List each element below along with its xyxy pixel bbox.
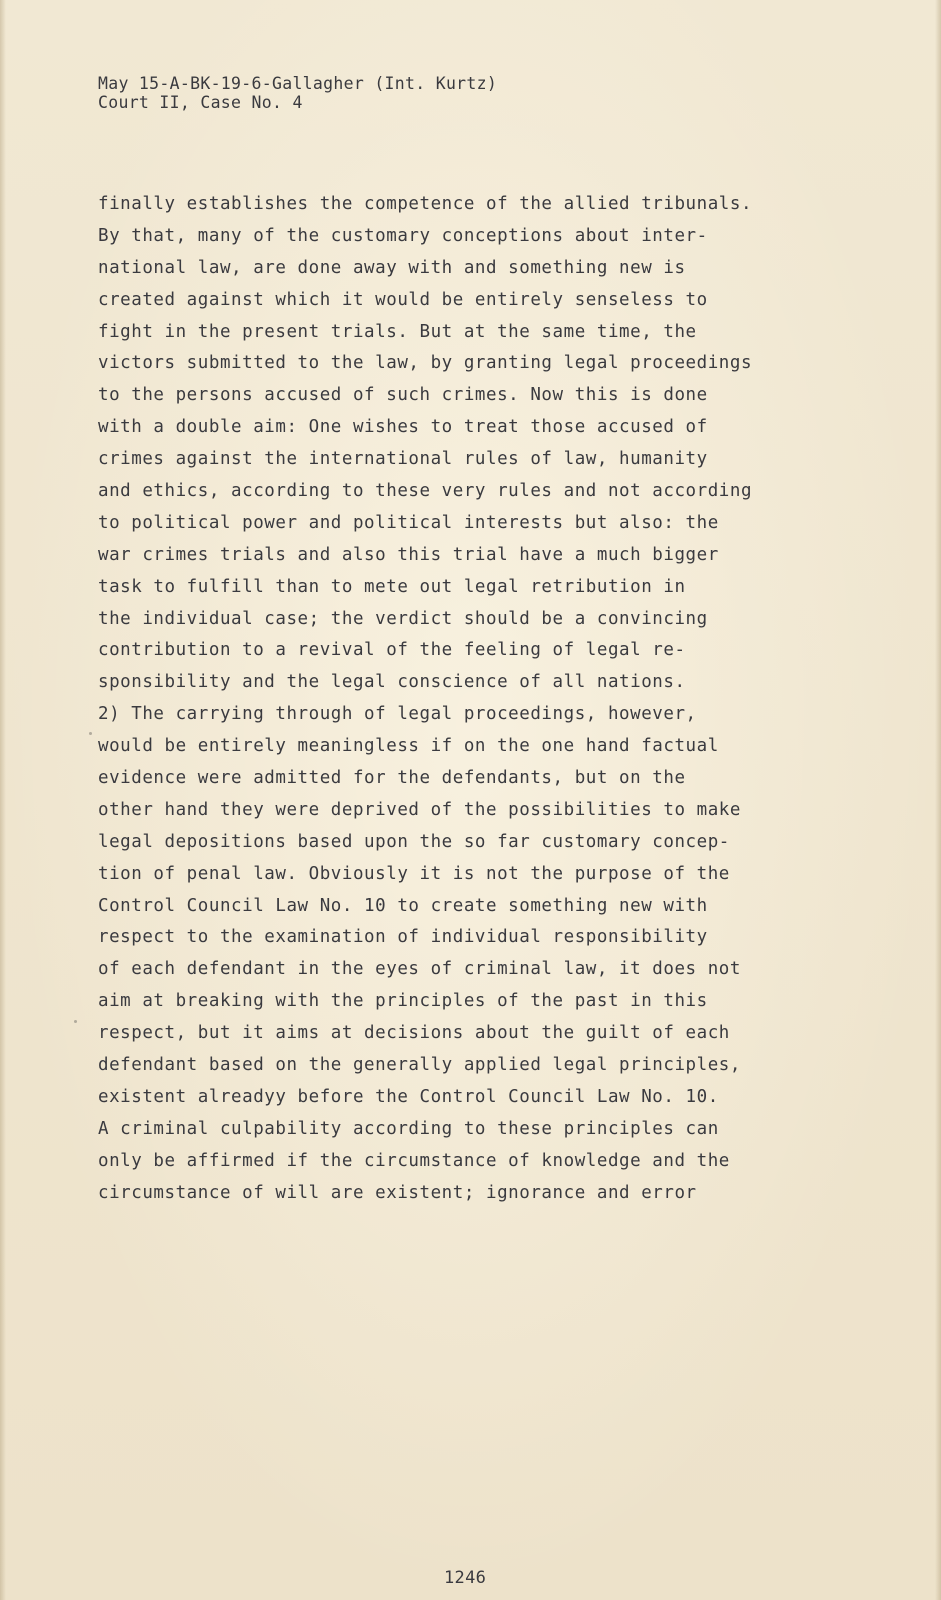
- body-line: By that, many of the customary conceptions about inter-: [98, 225, 708, 246]
- body-line: 2) The carrying through of legal proceedings, however,: [98, 704, 697, 725]
- body-line: other hand they were deprived of the possibilities to make: [98, 799, 741, 820]
- body-line: respect to the examination of individual responsibility: [98, 927, 708, 948]
- typed-body-text: [98, 189, 828, 1210]
- page-edge-left: [0, 0, 6, 1600]
- body-line: circumstance of will are existent; ignorance and error: [98, 1182, 697, 1203]
- body-line: defendant based on the generally applied legal principles,: [98, 1055, 741, 1076]
- document-header: [98, 74, 798, 112]
- body-line: to the persons accused of such crimes. Now this is done: [98, 385, 708, 406]
- paper-speck: [74, 1020, 77, 1023]
- body-line: sponsibility and the legal conscience of all nations.: [98, 672, 686, 693]
- body-line: would be entirely meaningless if on the one hand factual: [98, 736, 719, 757]
- body-line: to political power and political interests but also: the: [98, 512, 719, 533]
- body-line: evidence were admitted for the defendants, but on the: [98, 768, 686, 789]
- body-line: respect, but it aims at decisions about the guilt of each: [98, 1023, 730, 1044]
- body-line: existent alreadyy before the Control Council Law No. 10.: [98, 1086, 719, 1107]
- body-line: A criminal culpability according to these principles can: [98, 1118, 719, 1139]
- body-line: legal depositions based upon the so far customary concep-: [98, 831, 730, 852]
- body-line: created against which it would be entirely senseless to: [98, 289, 708, 310]
- body-line: crimes against the international rules of law, humanity: [98, 449, 708, 470]
- body-line: task to fulfill than to mete out legal retribution in: [98, 576, 686, 597]
- body-line: tion of penal law. Obviously it is not the purpose of the: [98, 863, 730, 884]
- body-line: with a double aim: One wishes to treat those accused of: [98, 417, 708, 438]
- body-line: war crimes trials and also this trial have a much bigger: [98, 544, 719, 565]
- body-line: of each defendant in the eyes of criminal law, it does not: [98, 959, 741, 980]
- body-line: finally establishes the competence of the allied tribunals.: [98, 194, 753, 214]
- body-line: contribution to a revival of the feeling of legal re-: [98, 640, 686, 661]
- body-line: the individual case; the verdict should be a convincing: [98, 608, 708, 629]
- body-line: national law, are done away with and something new is: [98, 257, 686, 278]
- header-court-line: Court II, Case No. 4: [98, 93, 303, 112]
- body-line: only be affirmed if the circumstance of knowledge and the: [98, 1150, 730, 1171]
- body-line: and ethics, according to these very rules and not according: [98, 481, 753, 502]
- page-number: 1246: [444, 1568, 487, 1588]
- paper-speck: [89, 732, 92, 735]
- body-line: aim at breaking with the principles of the past in this: [98, 991, 708, 1012]
- body-line: Control Council Law No. 10 to create something new with: [98, 895, 708, 916]
- page-edge-right: [935, 0, 941, 1600]
- body-line: fight in the present trials. But at the same time, the: [98, 321, 697, 342]
- body-line: victors submitted to the law, by granting legal proceedings: [98, 353, 753, 374]
- header-session-line: May 15-A-BK-19-6-Gallagher (Int. Kurtz): [98, 74, 498, 93]
